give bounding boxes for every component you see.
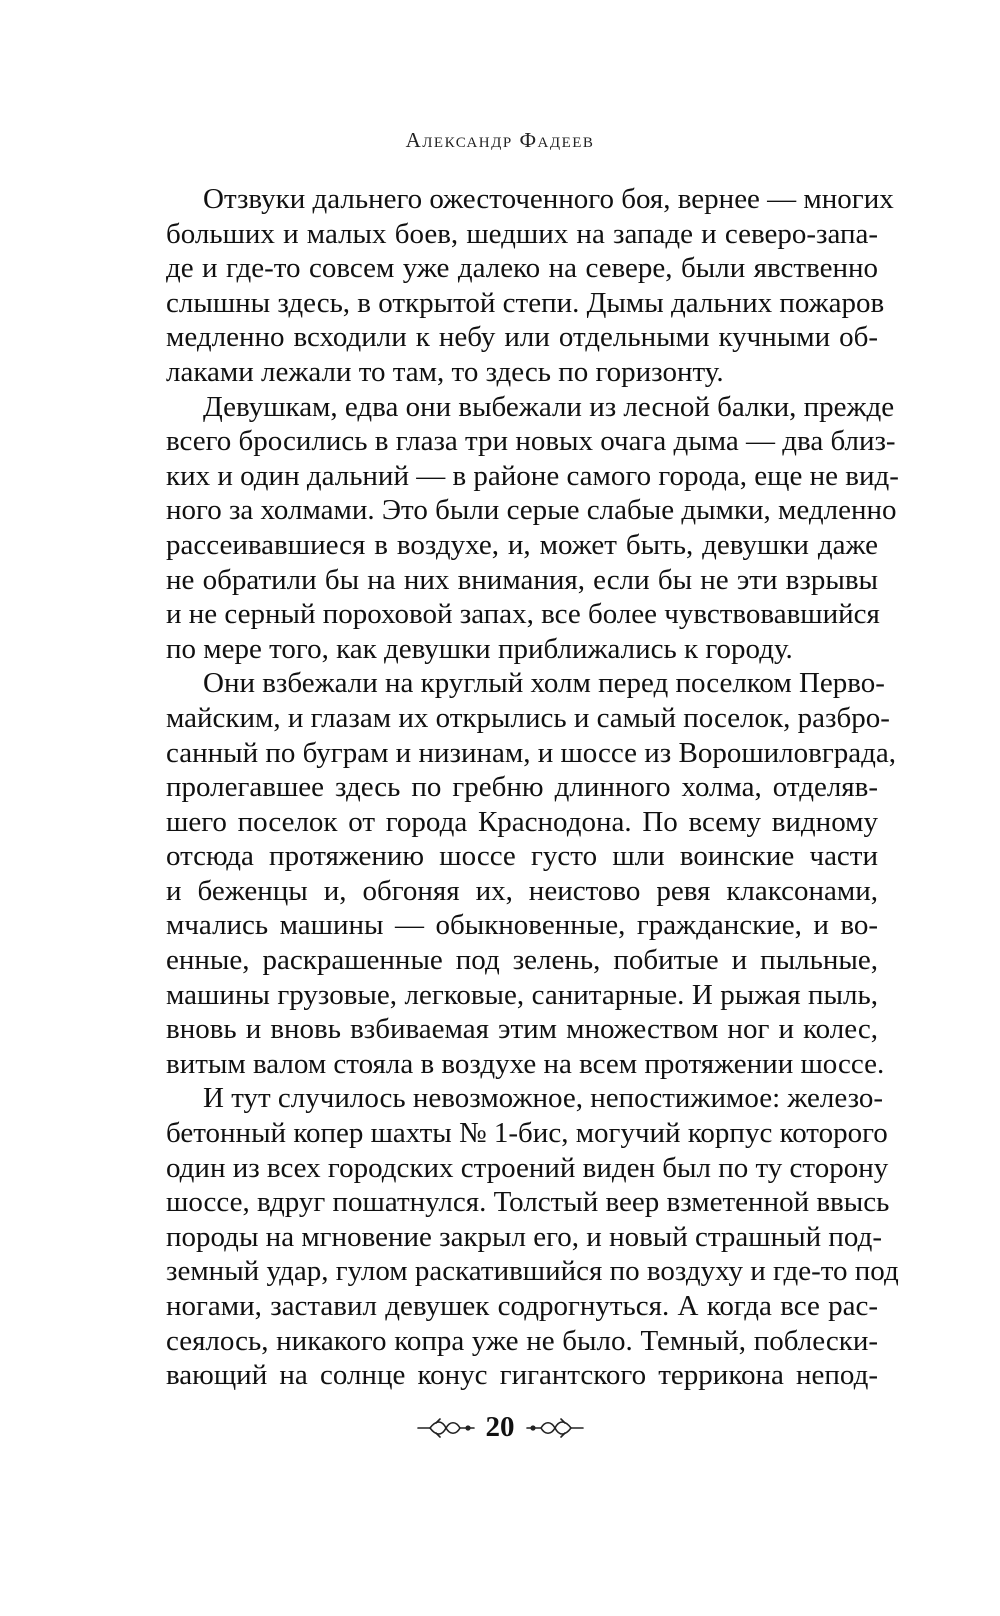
body-text [166,182,899,1393]
text-line: не обратили бы на них внимания, если бы не эти взрывы [166,563,878,596]
text-line: медленно всходили к небу или отдельными кучными об- [166,321,878,354]
fleuron-right-icon [525,1417,585,1439]
text-line: машины грузовые, легковые, санитарные. И рыжая пыль, [166,978,878,1011]
text-line: ногами, заставил девушек содрогнуться. А когда все рас- [166,1290,878,1322]
text-line: санный по буграм и низинам, и шоссе из Ворошиловграда, [166,736,896,769]
text-line: отсюда протяжению шоссе густо шли воинские части [166,840,878,873]
text-line: всего бросились в глаза три новых очага дыма — два близ- [166,425,896,458]
running-head-author: Александр Фадеев [405,128,595,152]
text-line: мчались машины — обыкновенные, гражданские, и во- [166,909,878,942]
text-line: де и где-то совсем уже далеко на севере, были явственно [166,252,878,285]
text-line: земный удар, гулом раскатившийся по воздуху и где-то под [166,1255,899,1288]
text-line: пролегавшее здесь по гребню длинного холма, отделяв- [166,771,878,804]
text-line: вающий на солнце конус гигантского террикона непод- [166,1359,878,1392]
paragraph [166,666,896,1081]
text-line: Девушкам, едва они выбежали из лесной балки, прежде [203,390,895,423]
text-line: ного за холмами. Это были серые слабые дымки, медленно [166,494,897,527]
text-line: лаками лежали то там, то здесь по горизонту. [166,355,724,388]
text-line: шего поселок от города Краснодона. По всему видному [166,805,878,838]
page-folio [0,1411,1000,1444]
text-line: витым валом стояла в воздухе на всем протяжении шоссе. [166,1047,885,1080]
text-line: вновь и вновь взбиваемая этим множеством ног и колес, [166,1013,878,1046]
text-line: И тут случилось невозможное, непостижимое: железо- [203,1082,884,1115]
text-line: больших и малых боев, шедших на западе и северо-запа- [166,217,878,250]
text-line: один из всех городских строений виден был по ту сторону [166,1151,889,1184]
text-line: и беженцы и, обгоняя их, неистово ревя клаксонами, [166,874,878,907]
text-line: ких и один дальний — в районе самого города, еще не вид- [166,459,899,492]
text-line: Отзвуки дальнего ожесточенного боя, вернее — многих [203,183,894,215]
text-line: шоссе, вдруг пошатнулся. Толстый веер взметенной ввысь [166,1186,890,1219]
text-line: бетонный копер шахты № 1-бис, могучий корпус которого [166,1117,888,1150]
paragraph [166,182,894,390]
text-line: майским, и глазам их открылись и самый поселок, разбро- [166,701,890,734]
text-line: Они взбежали на круглый холм перед поселком Перво- [203,667,885,700]
text-line: по мере того, как девушки приближались к городу. [166,632,793,665]
text-line: породы на мгновение закрыл его, и новый страшный под- [166,1220,883,1253]
fleuron-left-icon [416,1417,476,1439]
paragraph [166,1081,899,1392]
text-line: слышны здесь, в открытой степи. Дымы дальних пожаров [166,286,885,319]
text-line: енные, раскрашенные под зелень, побитые и пыльные, [166,944,878,977]
text-line: сеялось, никакого копра уже не было. Темный, поблески- [166,1324,878,1357]
text-line: рассеивавшиеся в воздухе, и, может быть, девушки даже [166,528,878,561]
text-line: и не серный пороховой запах, все более чувствовавшийся [166,598,880,631]
page-number: 20 [485,1411,515,1443]
paragraph [166,390,899,667]
